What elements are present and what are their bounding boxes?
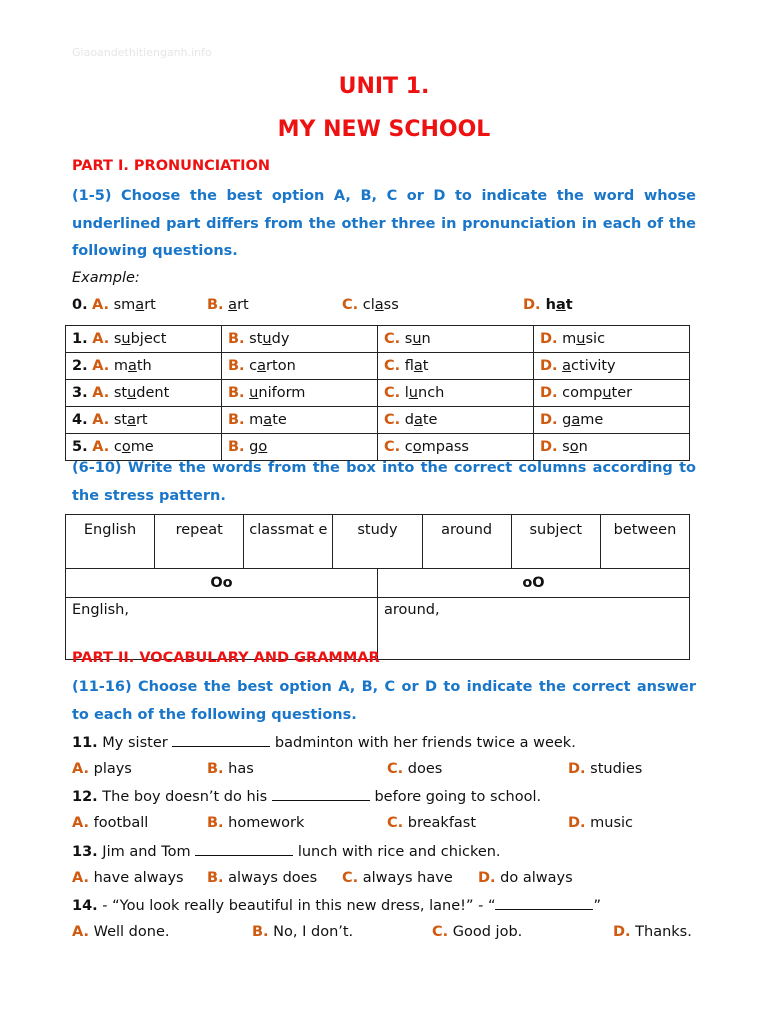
word-part: c [249,358,258,374]
pronunciation-option [222,353,378,380]
stress-cell-first: English, [66,598,378,660]
underlined-part: a [562,358,572,374]
example-number: 0. [72,297,88,313]
word-part: dent [136,385,170,401]
pronunciation-option [378,407,534,434]
underlined-part: u [262,331,272,347]
word-part: bject [130,331,167,347]
underlined-part: a [413,412,423,428]
answer-blank [272,788,370,801]
word-part: st [113,412,128,428]
option-letter: A. [92,412,110,428]
pronunciation-option [222,326,378,353]
option-letter: C. [384,385,401,401]
pronunciation-option [378,353,534,380]
word-part: niform [258,385,306,401]
question-number: 5. [72,439,88,455]
word-part: ctivity [571,358,616,374]
word-part: m [113,358,128,374]
unit-subtitle: MY NEW SCHOOL [277,117,491,142]
example-label: Example: [72,270,140,286]
option-c: C. Good job. [432,924,523,940]
word-part: m [562,331,577,347]
pronunciation-row [66,353,690,380]
underlined-part: a [257,358,267,374]
option-letter: B. [228,385,245,401]
word-part: nch [418,385,445,401]
option-letter: B. [228,358,245,374]
word-part: me [580,412,604,428]
word-part: dy [271,331,290,347]
question-14-options [72,924,696,944]
option-letter: A. [92,331,110,347]
option-a: A. football [72,815,149,831]
word-part: sic [585,331,606,347]
box-word: English [66,515,155,569]
word-part: t [422,358,429,374]
question-12-options [72,815,696,835]
pronunciation-row [66,326,690,353]
box-word: repeat [155,515,244,569]
underlined-part: o [412,439,422,455]
option-d: D. Thanks. [613,924,692,940]
option-d: D. studies [568,761,643,777]
option-letter: C. [384,439,401,455]
stress-cell-second: around, [378,598,690,660]
underlined-part: a [571,412,581,428]
option-a: A. Well done. [72,924,170,940]
word-part: g [562,412,572,428]
underlined-part: u [576,331,586,347]
underlined-part: o [121,439,131,455]
part1-heading: PART I. PRONUNCIATION [72,158,270,174]
option-letter: A. [92,358,110,374]
word-part: fl [404,358,414,374]
option-b: B. No, I don’t. [252,924,354,940]
pronunciation-option [66,380,222,407]
word-part: comp [562,385,603,401]
answer-blank [495,897,593,910]
word-part: th [136,358,152,374]
stress-instruction: (6-10) Write the words from the box into the correct columns according to the stress pattern. [72,460,696,504]
question-11-options [72,761,696,781]
question-13-options [72,870,696,890]
word-part: l [404,385,409,401]
underlined-part: a [127,358,137,374]
pronunciation-option [66,326,222,353]
example-option-d: D. hat [523,297,573,313]
word-part: c [404,439,413,455]
word-part: d [404,412,414,428]
word-part: mpass [421,439,469,455]
pronunciation-option [66,353,222,380]
pronunciation-table [65,325,690,461]
stress-header-oo-first: Oo [66,569,378,598]
part2-instruction: (11-16) Choose the best option A, B, C or D to indicate the correct answer to each of the following questions. [72,679,696,723]
pronunciation-option [534,380,690,407]
answer-blank [195,843,293,856]
word-part: s [113,331,122,347]
underlined-part: a [263,412,273,428]
option-letter: D. [540,331,558,347]
option-b: B. has [207,761,254,777]
option-letter: D. [540,358,558,374]
word-box [65,514,690,569]
question-number: 4. [72,412,88,428]
question-12: 12. The boy doesn’t do his before going to school. [72,789,542,805]
pronunciation-option [534,353,690,380]
box-word: between [600,515,689,569]
option-b: B. always does [207,870,318,886]
stress-table [65,568,690,660]
box-word: around [422,515,511,569]
underlined-part: u [408,385,418,401]
option-letter: C. [384,412,401,428]
option-a: A. have always [72,870,184,886]
pronunciation-option [534,326,690,353]
option-c: C. breakfast [387,815,477,831]
pronunciation-option [222,380,378,407]
underlined-part: u [602,385,612,401]
pronunciation-row [66,407,690,434]
underlined-part: a [413,358,423,374]
question-11: 11. My sister badminton with her friends twice a week. [72,735,576,751]
underlined-part: u [412,331,422,347]
word-part: g [249,439,259,455]
question-number: 1. [72,331,88,347]
option-letter: D. [540,412,558,428]
pronunciation-option [534,407,690,434]
option-letter: A. [92,439,110,455]
option-c: C. does [387,761,443,777]
word-part: n [578,439,588,455]
example-option-c: C. class [342,297,399,313]
option-b: B. homework [207,815,305,831]
option-letter: B. [228,439,245,455]
question-13: 13. Jim and Tom lunch with rice and chicken. [72,844,501,860]
option-letter: C. [384,358,401,374]
word-part: st [249,331,263,347]
pronunciation-option [378,326,534,353]
underlined-part: o [258,439,268,455]
option-letter: C. [384,331,401,347]
answer-blank [172,734,270,747]
option-letter: B. [228,412,245,428]
option-c: C. always have [342,870,453,886]
word-part: te [272,412,287,428]
pronunciation-option [222,407,378,434]
example-row [72,297,696,317]
option-letter: D. [540,385,558,401]
underlined-part: u [121,331,131,347]
option-a: A. plays [72,761,132,777]
part1-instruction: (1-5) Choose the best option A, B, C or D to indicate the word whose underlined part differs from the other three in pronunciation in each of the following questions. [72,188,696,259]
watermark: Giaoandethitienganh.info [72,46,212,59]
word-part: n [421,331,431,347]
question-number: 2. [72,358,88,374]
part2-heading: PART II. VOCABULARY AND GRAMMAR [72,650,380,666]
question-number: 3. [72,385,88,401]
underlined-part: a [127,412,136,428]
word-part: rt [135,412,148,428]
underlined-part: o [569,439,579,455]
example-option-b: B. art [207,297,249,313]
option-letter: B. [228,331,245,347]
word-part: m [249,412,264,428]
option-letter: A. [92,385,110,401]
option-d: D. music [568,815,634,831]
word-part: ter [611,385,633,401]
underlined-part: u [249,385,259,401]
word-part: c [113,439,122,455]
option-d: D. do always [478,870,573,886]
option-letter: D. [540,439,558,455]
example-option-a: A. smart [92,297,156,313]
unit-title: UNIT 1. [338,74,430,99]
word-part: me [130,439,154,455]
pronunciation-row [66,380,690,407]
underlined-part: u [127,385,137,401]
question-14: 14. - “You look really beautiful in this new dress, lane!” - “ ” [72,898,601,914]
word-part: te [422,412,438,428]
pronunciation-option [66,407,222,434]
stress-header-oo-second: oO [378,569,690,598]
word-part: s [404,331,413,347]
box-word: subject [511,515,600,569]
word-part: s [562,439,570,455]
box-word: study [333,515,422,569]
word-part: st [113,385,128,401]
box-word: classmat e [244,515,333,569]
word-part: rton [266,358,296,374]
pronunciation-option [378,380,534,407]
